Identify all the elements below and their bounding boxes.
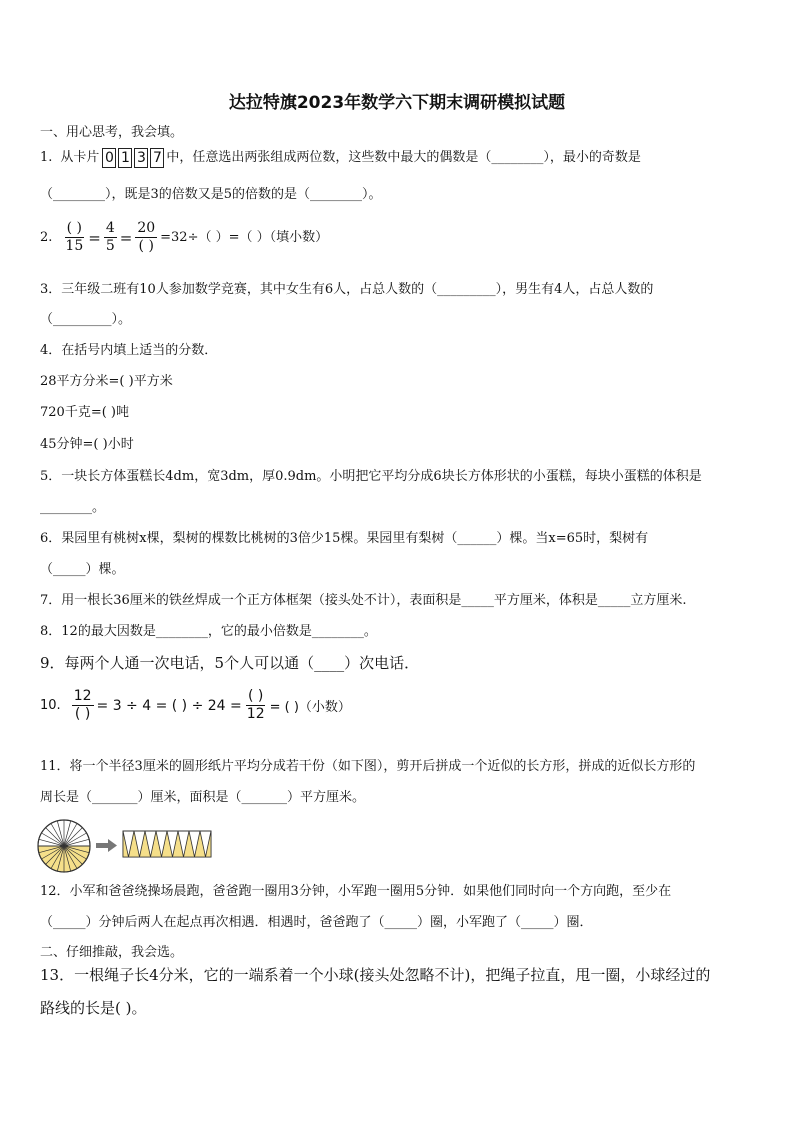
fraction-denominator: 15 bbox=[65, 238, 84, 254]
question-2 bbox=[40, 220, 328, 255]
question-10-text: = ( )（小数） bbox=[269, 700, 351, 715]
fraction-denominator: ( ) bbox=[74, 706, 91, 722]
digit-card: 3 bbox=[134, 148, 148, 168]
fraction bbox=[104, 220, 117, 255]
approximate-rectangle-icon bbox=[123, 831, 211, 857]
equals-sign: = bbox=[119, 228, 133, 247]
question-12-line-1: 12．小军和爸爸绕操场晨跑，爸爸跑一圈用3分钟，小军跑一圈用5分钟．如果他们同时向一个方向跑，至少在 bbox=[40, 884, 672, 899]
question-9: 9．每两个人通一次电话，5个人可以通（____）次电话． bbox=[40, 654, 420, 672]
question-2-text: =32÷（ ）=（ ）（填小数） bbox=[160, 229, 329, 245]
circle-to-rectangle-figure bbox=[36, 818, 216, 874]
question-3-line-2: （_________）。 bbox=[40, 312, 132, 327]
fraction-denominator: 12 bbox=[246, 706, 265, 722]
question-5-line-2: ________。 bbox=[40, 500, 106, 515]
question-6-line-1: 6．果园里有桃树x棵，梨树的棵数比桃树的3倍少15棵。果园里有梨树（______）棵。当x=65时，梨树有 bbox=[40, 531, 649, 546]
question-6-line-2: （_____）棵。 bbox=[40, 562, 125, 577]
question-4-item-c: 45分钟=( )小时 bbox=[40, 437, 134, 452]
question-1-line-2: （________），既是3的倍数又是5的倍数的是（________）。 bbox=[40, 187, 382, 202]
fraction bbox=[63, 220, 85, 255]
question-10 bbox=[40, 688, 351, 723]
fraction bbox=[135, 220, 157, 255]
fraction-numerator: 20 bbox=[137, 220, 156, 236]
digit-card: 0 bbox=[102, 148, 116, 168]
question-11-line-2: 周长是（_______）厘米，面积是（_______）平方厘米。 bbox=[40, 790, 366, 805]
question-3-line-1: 3．三年级二班有10人参加数学竞赛，其中女生有6人，占总人数的（_________），男生有4人，占总人数的 bbox=[40, 282, 654, 297]
question-1-lead: 从卡片 bbox=[60, 150, 100, 165]
equals-sign: = bbox=[88, 228, 101, 247]
digit-cards bbox=[102, 148, 166, 168]
question-4-item-a: 28平方分米=( )平方米 bbox=[40, 374, 173, 389]
question-1-line-1 bbox=[40, 148, 641, 168]
question-11-line-1: 11．将一个半径3厘米的圆形纸片平均分成若干份（如下图），剪开后拼成一个近似的长方形，拼成的近似长方形的 bbox=[40, 759, 696, 774]
right-arrow-icon bbox=[96, 839, 117, 852]
question-2-number: 2. bbox=[40, 229, 53, 245]
question-13-line-1: 13．一根绳子长4分米，它的一端系着一个小球(接头处忽略不计)，把绳子拉直，甩一圈，小球经过的 bbox=[40, 966, 711, 984]
divided-circle-icon bbox=[38, 820, 90, 872]
digit-card: 1 bbox=[118, 148, 132, 168]
fraction bbox=[72, 688, 94, 723]
fraction-numerator: ( ) bbox=[248, 688, 264, 704]
question-4-item-b: 720千克=( )吨 bbox=[40, 405, 129, 420]
question-8: 8．12的最大因数是________，它的最小倍数是________。 bbox=[40, 624, 377, 639]
question-7: 7．用一根长36厘米的铁丝焊成一个正方体框架（接头处不计），表面积是_____平方厘米，体积是_____立方厘米. bbox=[40, 593, 687, 608]
fraction-numerator: 4 bbox=[105, 220, 115, 236]
fraction-numerator: 12 bbox=[73, 688, 92, 704]
question-13-line-2: 路线的长是( )。 bbox=[40, 999, 147, 1017]
section-heading-2: 二、仔细推敲，我会选。 bbox=[40, 945, 184, 960]
question-5-line-1: 5．一块长方体蛋糕长4dm，宽3dm，厚0.9dm。小明把它平均分成6块长方体形状的小蛋糕，每块小蛋糕的体积是 bbox=[40, 469, 702, 484]
fraction-denominator: 5 bbox=[105, 238, 115, 254]
question-12-line-2: （_____）分钟后两人在起点再次相遇．相遇时，爸爸跑了（_____）圈，小军跑了（_____）圈． bbox=[40, 915, 593, 930]
fraction-numerator: ( ) bbox=[66, 220, 82, 236]
fraction bbox=[245, 688, 267, 723]
fraction-denominator: ( ) bbox=[138, 238, 154, 254]
page-title: 达拉特旗2023年数学六下期末调研模拟试题 bbox=[228, 93, 566, 113]
question-10-middle: = 3 ÷ 4 = ( ) ÷ 24 = bbox=[96, 697, 242, 714]
question-4-line-1: 4．在括号内填上适当的分数． bbox=[40, 343, 218, 358]
question-1-number: 1. bbox=[40, 150, 53, 165]
question-1-text: 中，任意选出两张组成两位数，这些数中最大的偶数是（________），最小的奇数是 bbox=[166, 150, 641, 165]
section-heading-1: 一、用心思考，我会填。 bbox=[40, 125, 184, 140]
digit-card: 7 bbox=[150, 148, 164, 168]
question-10-number: 10. bbox=[40, 698, 61, 713]
